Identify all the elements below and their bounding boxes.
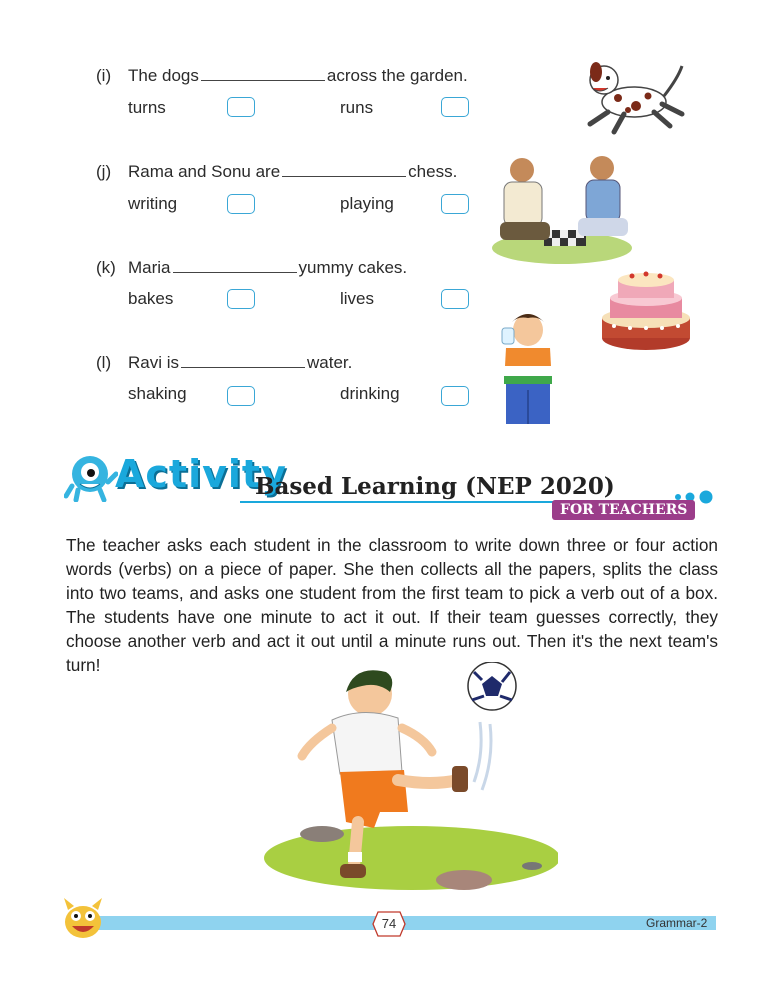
sentence-end: yummy cakes. (298, 258, 408, 277)
question-sentence (128, 353, 352, 373)
boy-drinking-water-illustration (494, 310, 562, 428)
answer-blank[interactable] (201, 66, 325, 81)
question-number: (i) (96, 66, 112, 85)
option-label: writing (128, 194, 178, 213)
activity-description: The teacher asks each student in the classroom to write down three or four action words (verbs) on a piece of paper. She then collects all the papers, splits the class into two teams, and asks one student from the first team to pick a verb out of a box. The students have one minute to act it out. If their team guesses correctly, they choose another verb and act it out until a minute runs out. Then it's the next team's turn! (66, 535, 718, 675)
option-label: bakes (128, 289, 174, 308)
running-dog-illustration (578, 58, 690, 136)
boy-kicking-football-illustration (262, 662, 558, 894)
option-checkbox[interactable] (227, 386, 255, 406)
question-number: (j) (96, 162, 112, 181)
sentence-end: across the garden. (326, 66, 468, 85)
option-label: turns (128, 98, 166, 117)
option-label: drinking (340, 384, 400, 403)
option-checkbox[interactable] (441, 289, 469, 309)
answer-blank[interactable] (282, 162, 406, 177)
question-number: (k) (96, 258, 116, 277)
mascot-icon (64, 452, 118, 502)
sentence-end: chess. (408, 162, 458, 181)
sentence-start: Ravi is (128, 353, 180, 372)
question-sentence (128, 258, 407, 278)
question-sentence (128, 162, 457, 182)
cake-illustration (600, 268, 692, 352)
activity-title: Activity (115, 452, 287, 496)
option-checkbox[interactable] (441, 97, 469, 117)
activity-subtitle: Based Learning (NEP 2020) (255, 473, 615, 500)
option-checkbox[interactable] (227, 97, 255, 117)
option-label: shaking (128, 384, 187, 403)
sentence-start: Maria (128, 258, 171, 277)
book-name: Grammar-2 (646, 916, 708, 930)
question-number: (l) (96, 353, 112, 372)
sentence-end: water. (307, 353, 353, 372)
question-sentence (128, 66, 468, 86)
option-checkbox[interactable] (227, 289, 255, 309)
page-number-badge (372, 911, 406, 937)
boys-playing-chess-illustration (490, 150, 635, 268)
answer-blank[interactable] (181, 353, 305, 368)
option-label: runs (340, 98, 374, 117)
option-checkbox[interactable] (441, 194, 469, 214)
option-checkbox[interactable] (227, 194, 255, 214)
option-label: playing (340, 194, 394, 213)
for-teachers-badge: FOR TEACHERS (552, 500, 695, 520)
footer-mascot-icon (58, 894, 108, 942)
answer-blank[interactable] (173, 258, 297, 273)
option-label: lives (340, 289, 375, 308)
option-checkbox[interactable] (441, 386, 469, 406)
page-number: 74 (381, 916, 397, 931)
sentence-start: Rama and Sonu are (128, 162, 281, 181)
sentence-start: The dogs (128, 66, 199, 85)
